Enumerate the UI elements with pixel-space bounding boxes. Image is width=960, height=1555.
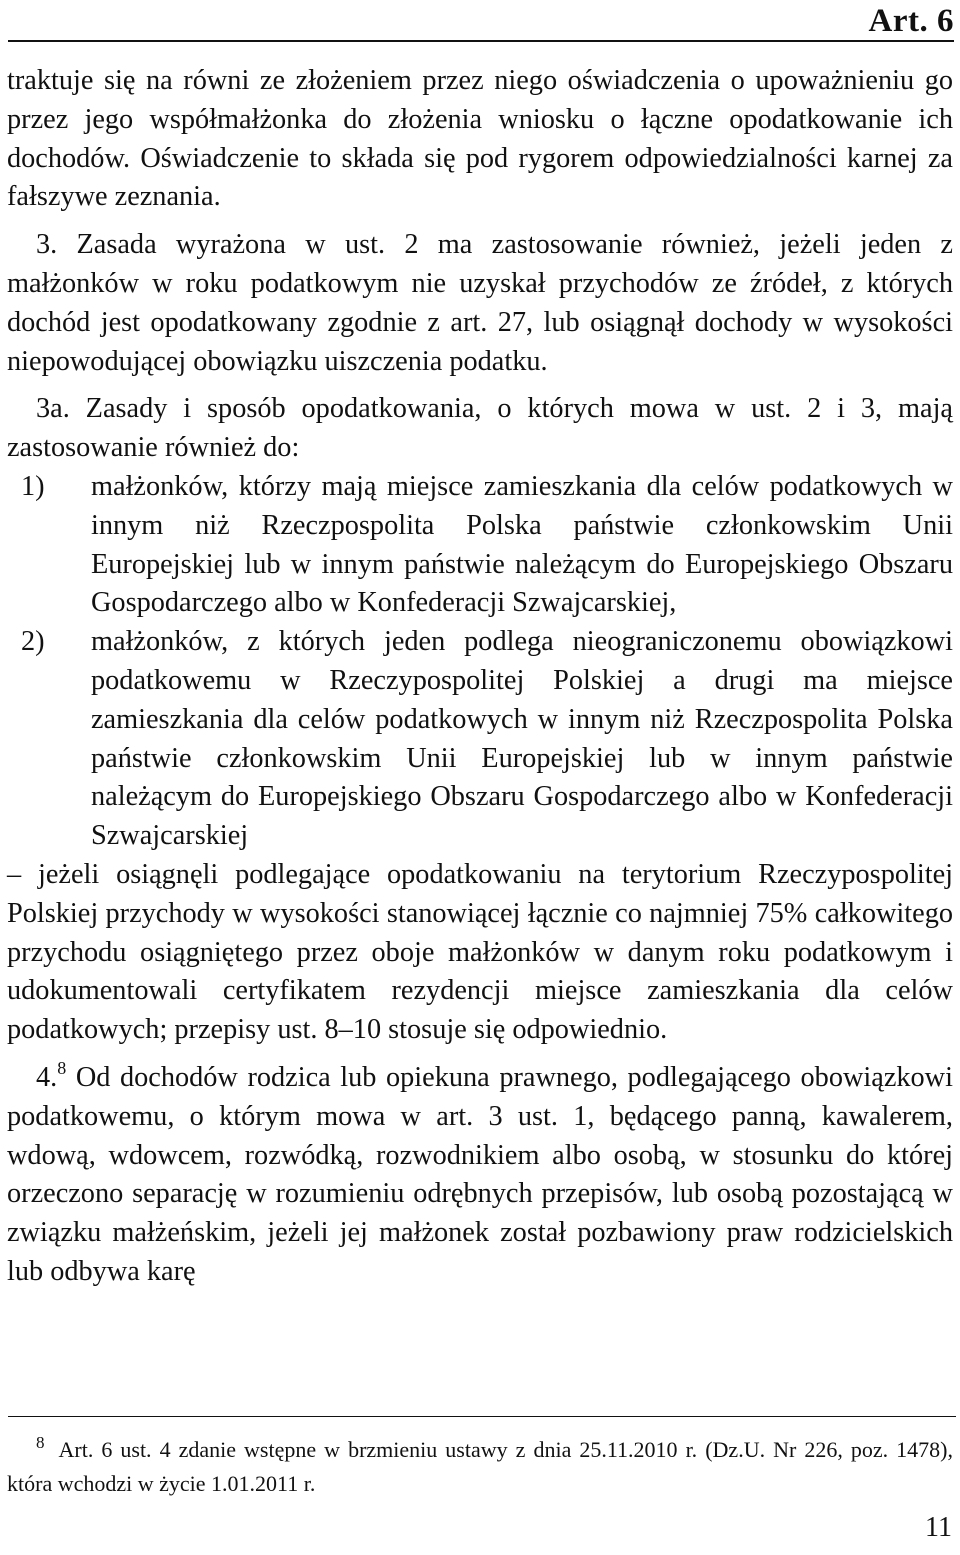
list-item [7, 468, 953, 623]
footnote-rule [8, 1416, 956, 1417]
footnote [7, 1433, 953, 1501]
paragraph-4-text: Od dochodów rodzica lub opiekuna prawnego, podlegającego obowiązkowi podatkowemu, o którym mowa w art. 3 ust. 1, będącego panną, kawalerem, wdową, wdowcem, rozwódką, rozwodnikiem albo osobą, w stosunku do której orzeczono separację w rozumieniu odrębnych przepisów, lub osobą pozostającą w związku małżeńskim, jeżeli jej małżonek został pozbawiony praw rodzicielskich lub odbywa karę [7, 1061, 953, 1287]
list-item-number: 1) [21, 470, 45, 502]
list-item-text: małżonków, którzy mają miejsce zamieszkania dla celów podatkowych w innym niż Rzeczpospolita Polska państwie członkowskim Unii Europejskiej lub w innym państwie należącym do Europejskiego Obszaru Gospodarczego albo w Konfederacji Szwajcarskiej, [91, 470, 953, 619]
conclusion-paragraph: – jeżeli osiągnęli podlegające opodatkowaniu na terytorium Rzeczypospolitej Polskiej przychody w wysokości stanowiącej łącznie co najmniej 75% całkowitego przychodu osiągniętego przez oboje małżonków w danym roku podatkowym i udokumentowali certyfikatem rezydencji miejsce zamieszkania dla celów podatkowych; przepisy ust. 8–10 stosuje się odpowiednio. [7, 858, 953, 1046]
continuation-paragraph: traktuje się na równi ze złożeniem przez niego oświadczenia o upoważnieniu go przez jego współmałżonka do złożenia wniosku o łączne opodatkowanie ich dochodów. Oświadczenie to składa się pod rygorem odpowiedzialności karnej za fałszywe zeznania. [7, 65, 953, 213]
paragraph-4-number: 4. [36, 1061, 58, 1093]
list-item-number: 2) [21, 626, 45, 658]
main-text [7, 62, 953, 1292]
paragraph-3: 3. Zasada wyrażona w ust. 2 ma zastosowanie również, jeżeli jeden z małżonków w roku podatkowym nie uzyskał przychodów ze źródeł, z których dochód jest opodatkowany zgodnie z art. 27, lub osiągnął dochody w wysokości niepowodującej obowiązku uiszczenia podatku. [7, 229, 953, 377]
enumerated-list [7, 468, 953, 856]
list-item [7, 623, 953, 856]
footnote-reference[interactable]: 8 [57, 1057, 67, 1078]
paragraph-3a: 3a. Zasady i sposób opodatkowania, o których mowa w ust. 2 i 3, mają zastosowanie również do: [7, 393, 953, 464]
page-header [0, 0, 960, 44]
footnote-text: Art. 6 ust. 4 zdanie wstępne w brzmieniu ustawy z dnia 25.11.2010 r. (Dz.U. Nr 226, poz. 1478), która wchodzi w życie 1.01.2011 r. [7, 1437, 953, 1496]
footnote-mark: 8 [36, 1433, 45, 1452]
paragraph-4 [7, 1059, 953, 1292]
header-rule [8, 40, 954, 42]
page-number: 11 [925, 1512, 952, 1543]
article-title: Art. 6 [868, 3, 954, 39]
list-item-text: małżonków, z których jeden podlega nieograniczonemu obowiązkowi podatkowemu w Rzeczypospolitej Polskiej a drugi ma miejsce zamieszkania dla celów podatkowych w innym niż Rzeczpospolita Polska państwie członkowskim Unii Europejskiej lub w innym państwie należącym do Europejskiego Obszaru Gospodarczego albo w Konfederacji Szwajcarskiej [91, 626, 953, 852]
